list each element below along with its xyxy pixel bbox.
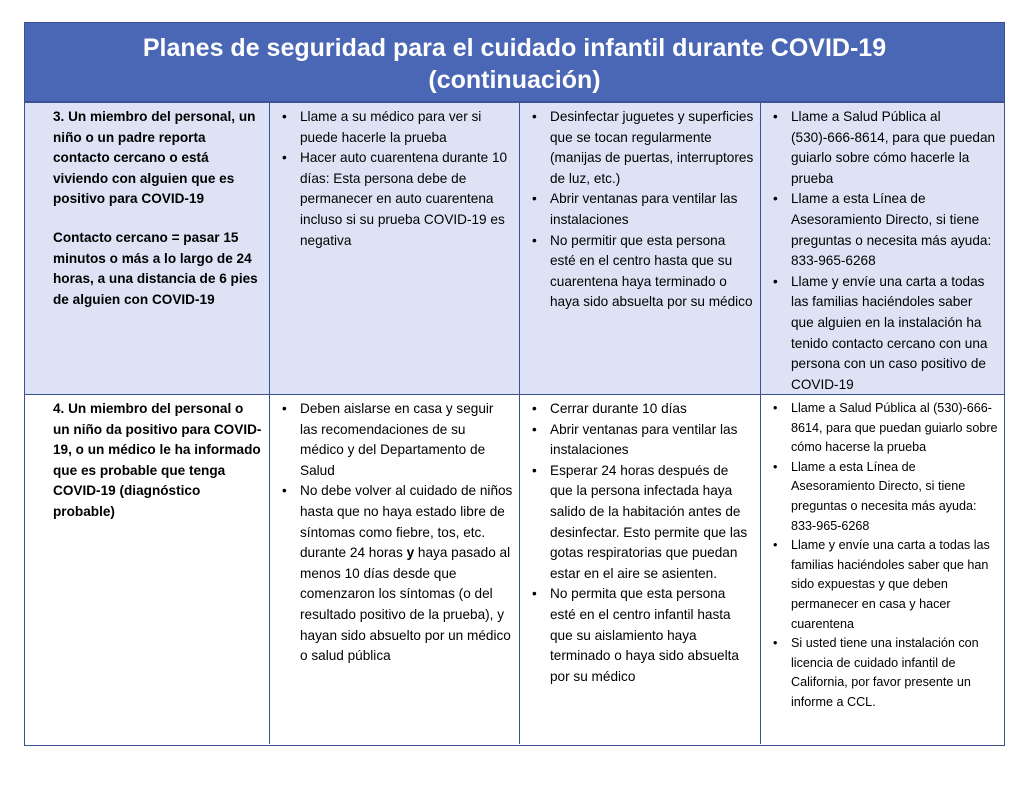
list-item: • Esperar 24 horas después de que la persona infectada haya salido de la habitación antes de desinfectar. Esto permite que las gotas respiratorias que puedan estar en el aire se asienten.	[550, 461, 754, 585]
table-header	[25, 23, 1004, 103]
list-item: • Cerrar durante 10 días	[550, 399, 754, 420]
action-list	[278, 399, 513, 667]
scenario-cell-4	[25, 395, 270, 744]
scenario-note-3: Contacto cercano = pasar 15 minutos o más a lo largo de 24 horas, a una distancia de 6 pies de alguien con COVID-19	[53, 229, 258, 307]
action-list	[278, 107, 513, 251]
list-item: • Desinfectar juguetes y superficies que se tocan regularmente (manijas de puertas, interruptores de luz, etc.)	[550, 107, 754, 189]
item-text-part1: No debe volver al cuidado de niños hasta que no haya estado libre de síntomas como fiebre, tos, etc. durante 24 horas	[300, 483, 513, 561]
item-text-part2: haya pasado al menos 10 días desde que comenzaron los síntomas (o del resultado positivo de la prueba), y hayan sido absuelto por un médico o salud pública	[300, 545, 511, 664]
list-item: • Hacer auto cuarentena durante 10 días: Esta persona debe de permanecer en auto cuarentena incluso si su prueba COVID-19 es negativa	[300, 148, 513, 251]
cleaning-cell-4	[520, 395, 761, 744]
communication-cell-3	[761, 103, 1004, 395]
communication-cell-4	[761, 395, 1004, 744]
page-subtitle: (continuación)	[428, 66, 601, 94]
cleaning-cell-3	[520, 103, 761, 395]
list-item: • Deben aislarse en casa y seguir las recomendaciones de su médico y del Departamento de Salud	[300, 399, 513, 481]
table-row-3	[25, 103, 1004, 395]
communication-list	[769, 107, 998, 395]
scenario-text-3: 3. Un miembro del personal, un niño o un padre reporta contacto cercano o está viviendo con alguien que es positivo para COVID-19	[53, 109, 256, 207]
actions-cell-4	[270, 395, 520, 744]
list-item: • Abrir ventanas para ventilar las instalaciones	[550, 189, 754, 230]
list-item: • No permitir que esta persona esté en el centro hasta que su cuarentena haya terminado o haya sido absuelta por su médico	[550, 231, 754, 313]
cleaning-list	[528, 107, 754, 313]
communication-list	[769, 399, 998, 713]
list-item: • Abrir ventanas para ventilar las instalaciones	[550, 420, 754, 461]
list-item: • Llame a Salud Pública al (530)-666-8614, para que puedan guiarlo sobre cómo hacerse la prueba	[791, 399, 998, 458]
cleaning-list	[528, 399, 754, 687]
list-item: • Si usted tiene una instalación con licencia de cuidado infantil de California, por favor presente un informe a CCL.	[791, 634, 998, 712]
table-row-4	[25, 395, 1004, 744]
safety-plan-table	[24, 22, 1005, 746]
list-item: • Llame a Salud Pública al (530)-666-8614, para que puedan guiarlo sobre cómo hacerle la prueba	[791, 107, 998, 189]
list-item: • Llame a su médico para ver si puede hacerle la prueba	[300, 107, 513, 148]
scenario-text-4: 4. Un miembro del personal o un niño da positivo para COVID-19, o un médico le ha informado que es probable que tenga COVID-19 (diagnóstico probable)	[53, 401, 262, 519]
item-text-emphasis: y	[406, 545, 415, 561]
list-item: • Llame y envíe una carta a todas las familias haciéndoles saber que han sido expuestas y que deben permanecer en casa y hacer cuarentena	[791, 536, 998, 634]
actions-cell-3	[270, 103, 520, 395]
list-item: • Llame a esta Línea de Asesoramiento Directo, si tiene preguntas o necesita más ayuda: 833-965-6268	[791, 458, 998, 536]
page-title: Planes de seguridad para el cuidado infantil durante COVID-19	[142, 34, 887, 62]
list-item: • Llame y envíe una carta a todas las familias haciéndoles saber que alguien en la instalación ha tenido contacto cercano con una persona con un caso positivo de COVID-19	[791, 272, 998, 395]
scenario-cell-3	[25, 103, 270, 395]
list-item: • No permita que esta persona esté en el centro infantil hasta que su aislamiento haya terminado o haya sido absuelta por su médico	[550, 584, 754, 687]
list-item	[300, 481, 513, 666]
list-item: • Llame a esta Línea de Asesoramiento Directo, si tiene preguntas o necesita más ayuda: 833-965-6268	[791, 189, 998, 271]
